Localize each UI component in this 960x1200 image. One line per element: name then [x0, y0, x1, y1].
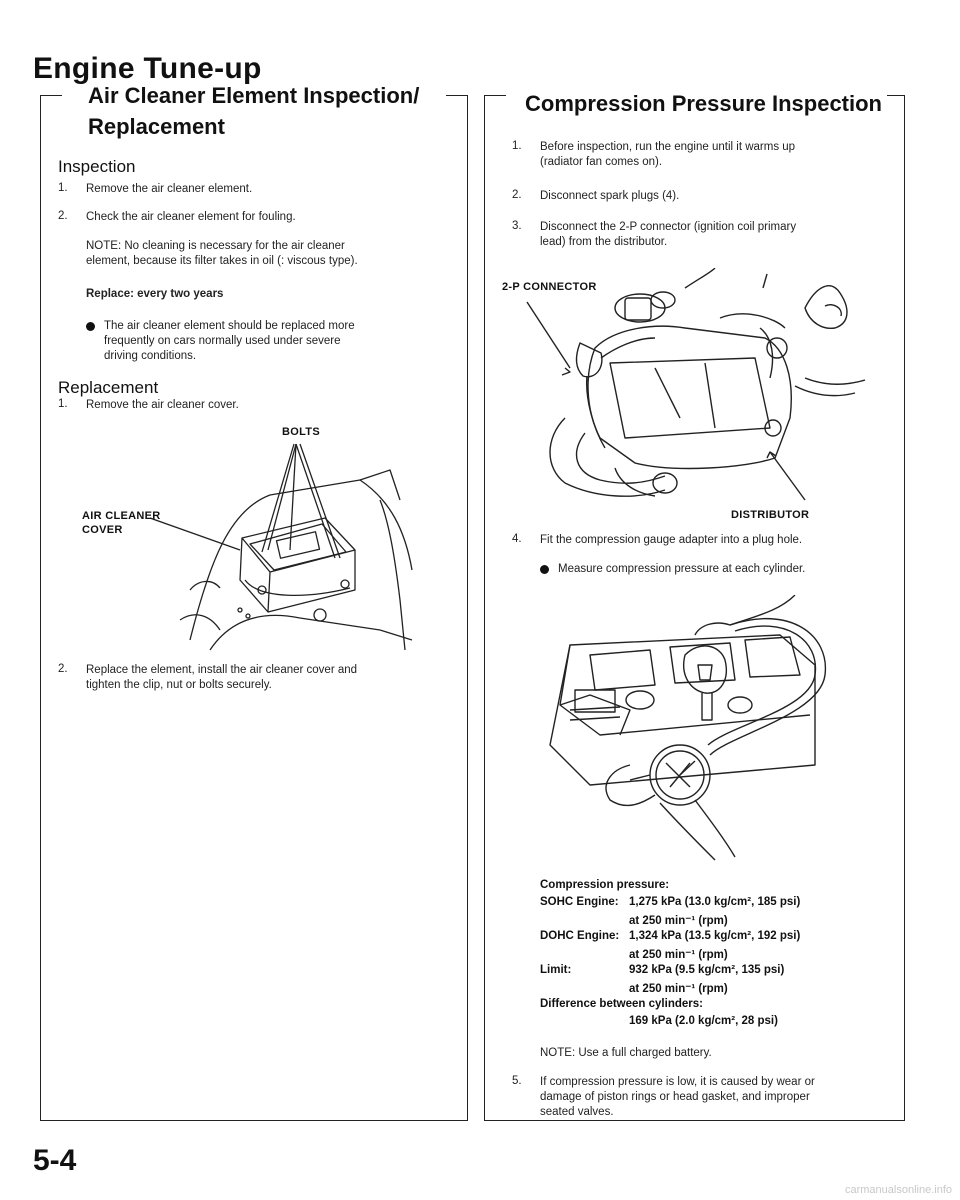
compression-step2-number: 2.	[512, 189, 522, 201]
replacement-step2-line1: Replace the element, install the air cleaner cover and	[86, 664, 358, 676]
bullet-icon	[86, 322, 95, 331]
label-2p-connector: 2-P CONNECTOR	[502, 281, 597, 293]
air-cleaner-illustration	[150, 440, 420, 660]
spec-sohc-label: SOHC Engine:	[540, 896, 619, 908]
label-distributor: DISTRIBUTOR	[731, 509, 810, 521]
spec-dohc-label: DOHC Engine:	[540, 930, 620, 942]
compression-step1-line1: Before inspection, run the engine until it warms up	[540, 141, 796, 153]
compression-step1-line2: (radiator fan comes on).	[540, 156, 663, 168]
inspection-note-line1: NOTE: No cleaning is necessary for the air cleaner	[86, 240, 345, 252]
air-cleaner-title-line2: Replacement	[88, 114, 225, 139]
compression-step2-text: Disconnect spark plugs (4).	[540, 190, 680, 202]
spec-dohc-value: 1,324 kPa (13.5 kg/cm², 192 psi)	[629, 930, 801, 942]
inspection-bullet-line3: driving conditions.	[104, 350, 197, 362]
inspection-note-line2: element, because its filter takes in oil (: viscous type).	[86, 255, 358, 267]
spec-difference-label: Difference between cylinders:	[540, 998, 703, 1010]
bullet-icon	[540, 565, 549, 574]
compression-step5-line2: damage of piston rings or head gasket, and improper	[540, 1091, 810, 1103]
spec-limit-value: 932 kPa (9.5 kg/cm², 135 psi)	[629, 964, 785, 976]
inspection-heading: Inspection	[58, 157, 136, 176]
label-air-cleaner-cover-line1: AIR CLEANER	[82, 510, 161, 522]
spec-sohc-value: 1,275 kPa (13.0 kg/cm², 185 psi)	[629, 896, 801, 908]
compression-step1-number: 1.	[512, 140, 522, 152]
compression-bullet-text: Measure compression pressure at each cylinder.	[558, 563, 806, 575]
inspection-step2-number: 2.	[58, 210, 68, 222]
spec-limit-rpm: at 250 min⁻¹ (rpm)	[629, 983, 728, 995]
compression-step3-line1: Disconnect the 2-P connector (ignition coil primary	[540, 221, 797, 233]
compression-step5-line1: If compression pressure is low, it is caused by wear or	[540, 1076, 815, 1088]
label-bolts: BOLTS	[282, 426, 320, 438]
inspection-step2-text: Check the air cleaner element for fouling.	[86, 211, 296, 223]
page-number: 5-4	[33, 1144, 77, 1177]
panel-corner-left	[40, 95, 62, 96]
page-title: Engine Tune-up	[33, 52, 262, 85]
replacement-heading: Replacement	[58, 378, 159, 397]
replacement-step2-line2: tighten the clip, nut or bolts securely.	[86, 679, 272, 691]
battery-note: NOTE: Use a full charged battery.	[540, 1047, 712, 1059]
distributor-illustration	[505, 268, 875, 513]
replace-interval: Replace: every two years	[86, 288, 224, 300]
inspection-step1-number: 1.	[58, 182, 68, 194]
inspection-bullet-line2: frequently on cars normally used under severe	[104, 335, 341, 347]
compression-step3-number: 3.	[512, 220, 522, 232]
panel-corner-right	[446, 95, 468, 96]
replacement-step2-number: 2.	[58, 663, 68, 675]
compression-step5-line3: seated valves.	[540, 1106, 614, 1118]
compression-step5-number: 5.	[512, 1075, 522, 1087]
compression-gauge-illustration	[530, 595, 850, 865]
compression-step4-text: Fit the compression gauge adapter into a plug hole.	[540, 534, 803, 546]
air-cleaner-title-line1: Air Cleaner Element Inspection/	[88, 83, 420, 108]
inspection-step1-text: Remove the air cleaner element.	[86, 183, 253, 195]
spec-difference-value: 169 kPa (2.0 kg/cm², 28 psi)	[629, 1015, 778, 1027]
panel-corner-left	[484, 95, 506, 96]
spec-dohc-rpm: at 250 min⁻¹ (rpm)	[629, 949, 728, 961]
compression-title: Compression Pressure Inspection	[525, 91, 882, 116]
replacement-step1-number: 1.	[58, 398, 68, 410]
compression-step4-number: 4.	[512, 533, 522, 545]
label-air-cleaner-cover-line2: COVER	[82, 524, 123, 536]
spec-heading: Compression pressure:	[540, 879, 670, 891]
panel-corner-right	[887, 95, 905, 96]
spec-limit-label: Limit:	[540, 964, 572, 976]
spec-sohc-rpm: at 250 min⁻¹ (rpm)	[629, 915, 728, 927]
compression-step3-line2: lead) from the distributor.	[540, 236, 668, 248]
replacement-step1-text: Remove the air cleaner cover.	[86, 399, 239, 411]
watermark: carmanualsonline.info	[844, 1184, 952, 1196]
inspection-bullet-line1: The air cleaner element should be replaced more	[104, 320, 355, 332]
